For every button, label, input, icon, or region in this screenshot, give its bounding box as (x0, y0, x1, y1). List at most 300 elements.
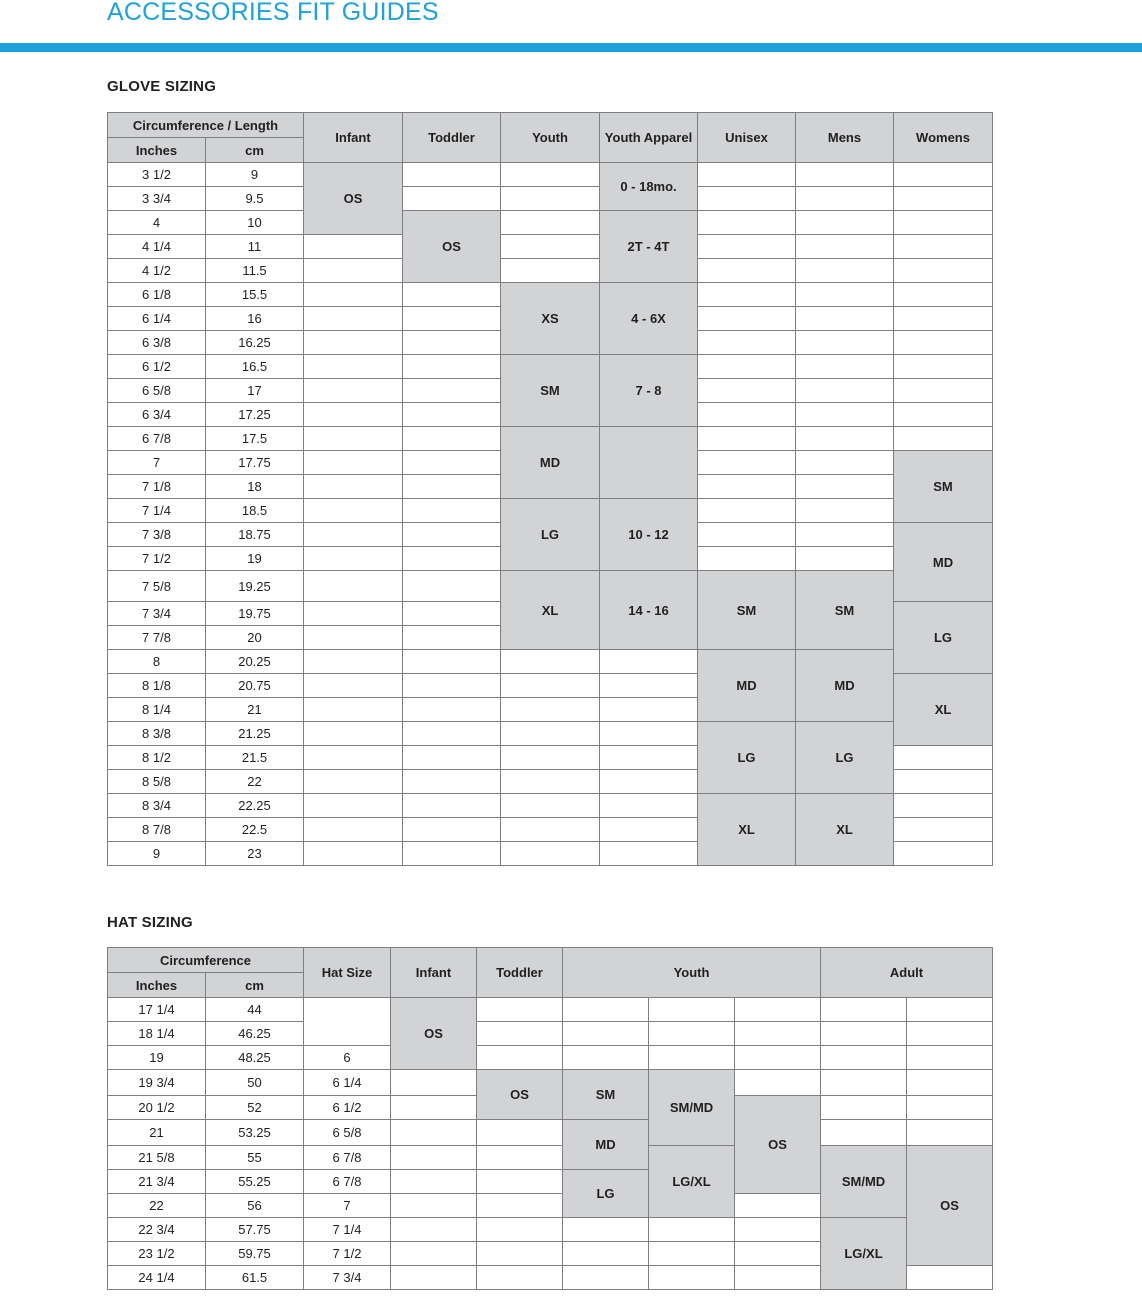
empty-cell (600, 722, 698, 746)
cm-cell: 9 (206, 163, 304, 187)
empty-cell (403, 283, 501, 307)
empty-cell (894, 331, 993, 355)
table-row (108, 283, 993, 307)
empty-cell (501, 746, 600, 770)
empty-cell (796, 355, 894, 379)
empty-cell (698, 259, 796, 283)
empty-cell (477, 1218, 563, 1242)
toddler-header: Toddler (477, 948, 563, 998)
empty-cell (821, 998, 907, 1022)
hat-size-cell: 7 1/4 (304, 1218, 391, 1242)
empty-cell (600, 674, 698, 698)
inches-cell: 21 5/8 (108, 1146, 206, 1170)
empty-cell (403, 379, 501, 403)
empty-cell (304, 379, 403, 403)
empty-cell (821, 1046, 907, 1070)
size-cell: LG (796, 722, 894, 794)
size-cell: LG/XL (649, 1146, 735, 1218)
inches-cell: 6 7/8 (108, 427, 206, 451)
empty-cell (796, 283, 894, 307)
size-cell: OS (391, 998, 477, 1070)
empty-cell (304, 355, 403, 379)
inches-cell: 6 3/4 (108, 403, 206, 427)
empty-cell (304, 283, 403, 307)
size-cell: OS (477, 1070, 563, 1120)
empty-cell (894, 259, 993, 283)
empty-cell (304, 307, 403, 331)
cm-cell: 20.75 (206, 674, 304, 698)
inches-cell: 6 1/8 (108, 283, 206, 307)
empty-cell (501, 842, 600, 866)
size-cell: OS (907, 1146, 993, 1266)
empty-cell (698, 547, 796, 571)
cm-cell: 44 (206, 998, 304, 1022)
empty-cell (821, 1022, 907, 1046)
empty-cell (403, 475, 501, 499)
mens-header: Mens (796, 113, 894, 163)
empty-cell (477, 1146, 563, 1170)
size-cell: 2T - 4T (600, 211, 698, 283)
circumference-header: Circumference (108, 948, 304, 973)
inches-cell: 21 3/4 (108, 1170, 206, 1194)
hat-size-cell: 6 7/8 (304, 1170, 391, 1194)
cm-cell: 22.5 (206, 818, 304, 842)
empty-cell (894, 427, 993, 451)
table-row (108, 1146, 993, 1170)
empty-cell (698, 451, 796, 475)
size-cell: XS (501, 283, 600, 355)
empty-cell (304, 818, 403, 842)
cm-cell: 61.5 (206, 1266, 304, 1290)
empty-cell (649, 1266, 735, 1290)
adult-header: Adult (821, 948, 993, 998)
empty-cell (403, 674, 501, 698)
cm-cell: 52 (206, 1096, 304, 1120)
empty-cell (735, 1070, 821, 1096)
table-row (108, 722, 993, 746)
size-cell: 10 - 12 (600, 499, 698, 571)
empty-cell (391, 1218, 477, 1242)
inches-cell: 4 1/4 (108, 235, 206, 259)
empty-cell (501, 722, 600, 746)
size-cell: LG (563, 1170, 649, 1218)
empty-cell (304, 650, 403, 674)
size-cell: OS (735, 1096, 821, 1194)
inches-cell: 7 3/4 (108, 602, 206, 626)
empty-cell (304, 451, 403, 475)
size-cell: LG (698, 722, 796, 794)
empty-cell (477, 1242, 563, 1266)
inches-cell: 4 (108, 211, 206, 235)
table-row (108, 235, 993, 259)
empty-cell (796, 451, 894, 475)
table-row (108, 1120, 993, 1146)
inches-cell: 22 3/4 (108, 1218, 206, 1242)
hat-size-cell: 6 (304, 1046, 391, 1070)
empty-cell (304, 235, 403, 259)
size-cell: 0 - 18mo. (600, 163, 698, 211)
hat-size-cell: 6 7/8 (304, 1146, 391, 1170)
empty-cell (698, 187, 796, 211)
empty-cell (796, 475, 894, 499)
empty-cell (907, 998, 993, 1022)
empty-cell (735, 1194, 821, 1218)
empty-cell (698, 379, 796, 403)
empty-cell (403, 355, 501, 379)
empty-cell (403, 427, 501, 451)
empty-cell (600, 794, 698, 818)
empty-cell (698, 235, 796, 259)
size-cell: MD (796, 650, 894, 722)
table-row (108, 163, 993, 187)
cm-cell: 19 (206, 547, 304, 571)
youth-header: Youth (501, 113, 600, 163)
empty-cell (391, 1096, 477, 1120)
empty-cell (894, 187, 993, 211)
cm-cell: 19.25 (206, 571, 304, 602)
empty-cell (304, 602, 403, 626)
empty-cell (698, 475, 796, 499)
empty-cell (304, 547, 403, 571)
empty-cell (698, 499, 796, 523)
empty-cell (796, 235, 894, 259)
empty-cell (501, 163, 600, 187)
empty-cell (796, 499, 894, 523)
empty-cell (894, 770, 993, 794)
empty-cell (649, 1218, 735, 1242)
inches-cell: 9 (108, 842, 206, 866)
empty-cell (894, 746, 993, 770)
inches-cell: 18 1/4 (108, 1022, 206, 1046)
empty-cell (600, 650, 698, 674)
empty-cell (821, 1070, 907, 1096)
empty-cell (477, 1120, 563, 1146)
empty-cell (698, 283, 796, 307)
empty-cell (403, 451, 501, 475)
empty-cell (501, 259, 600, 283)
hat-size-cell: 7 (304, 1194, 391, 1218)
empty-cell (907, 1096, 993, 1120)
cm-header: cm (206, 973, 304, 998)
empty-cell (501, 211, 600, 235)
inches-cell: 23 1/2 (108, 1242, 206, 1266)
empty-cell (304, 746, 403, 770)
inches-cell: 4 1/2 (108, 259, 206, 283)
empty-cell (600, 698, 698, 722)
empty-cell (403, 307, 501, 331)
inches-cell: 7 3/8 (108, 523, 206, 547)
cm-cell: 18.5 (206, 499, 304, 523)
size-cell: 7 - 8 (600, 355, 698, 427)
cm-cell: 11 (206, 235, 304, 259)
circumference-length-header: Circumference / Length (108, 113, 304, 138)
inches-cell: 7 7/8 (108, 626, 206, 650)
cm-cell: 17 (206, 379, 304, 403)
table-row (108, 355, 993, 379)
table-row (108, 998, 993, 1022)
empty-cell (501, 794, 600, 818)
empty-cell (735, 998, 821, 1022)
inches-header: Inches (108, 973, 206, 998)
empty-cell (563, 1218, 649, 1242)
empty-cell (796, 379, 894, 403)
empty-cell (796, 403, 894, 427)
header-rule (0, 43, 1142, 52)
empty-cell (403, 602, 501, 626)
empty-cell (403, 770, 501, 794)
toddler-header: Toddler (403, 113, 501, 163)
page-title: ACCESSORIES FIT GUIDES (107, 0, 439, 26)
empty-cell (796, 307, 894, 331)
table-row (108, 1046, 993, 1070)
size-cell: XL (698, 794, 796, 866)
empty-cell (796, 259, 894, 283)
inches-cell: 7 1/2 (108, 547, 206, 571)
empty-cell (796, 187, 894, 211)
empty-cell (894, 211, 993, 235)
empty-cell (403, 403, 501, 427)
cm-cell: 16 (206, 307, 304, 331)
cm-cell: 56 (206, 1194, 304, 1218)
empty-cell (304, 722, 403, 746)
empty-cell (698, 403, 796, 427)
empty-cell (391, 1266, 477, 1290)
inches-cell: 8 7/8 (108, 818, 206, 842)
empty-cell (391, 1146, 477, 1170)
empty-cell (894, 379, 993, 403)
empty-cell (304, 674, 403, 698)
empty-cell (649, 1022, 735, 1046)
size-cell: LG (501, 499, 600, 571)
empty-cell (735, 1242, 821, 1266)
empty-cell (649, 1046, 735, 1070)
inches-cell: 7 (108, 451, 206, 475)
empty-cell (698, 523, 796, 547)
empty-cell (304, 403, 403, 427)
empty-cell (304, 499, 403, 523)
inches-cell: 21 (108, 1120, 206, 1146)
empty-cell (600, 770, 698, 794)
size-cell: SM (563, 1070, 649, 1120)
shaded-cell (600, 427, 698, 499)
empty-cell (894, 163, 993, 187)
hat-size-cell: 6 1/2 (304, 1096, 391, 1120)
cm-cell: 23 (206, 842, 304, 866)
empty-cell (304, 698, 403, 722)
empty-cell (698, 163, 796, 187)
table-row (108, 1218, 993, 1242)
inches-cell: 7 5/8 (108, 571, 206, 602)
size-cell: LG (894, 602, 993, 674)
cm-cell: 48.25 (206, 1046, 304, 1070)
inches-header: Inches (108, 138, 206, 163)
empty-cell (796, 427, 894, 451)
inches-cell: 8 3/8 (108, 722, 206, 746)
unisex-header: Unisex (698, 113, 796, 163)
empty-cell (563, 1046, 649, 1070)
cm-cell: 20 (206, 626, 304, 650)
size-cell: SM/MD (649, 1070, 735, 1146)
cm-cell: 21.25 (206, 722, 304, 746)
cm-cell: 18 (206, 475, 304, 499)
empty-cell (735, 1046, 821, 1070)
size-cell: SM (501, 355, 600, 427)
inches-cell: 22 (108, 1194, 206, 1218)
hat-size-header: Hat Size (304, 948, 391, 998)
empty-cell (796, 523, 894, 547)
empty-cell (403, 746, 501, 770)
empty-cell (894, 818, 993, 842)
cm-cell: 17.75 (206, 451, 304, 475)
empty-cell (403, 187, 501, 211)
empty-cell (477, 1046, 563, 1070)
empty-cell (735, 1266, 821, 1290)
empty-cell (821, 1120, 907, 1146)
table-row (108, 211, 993, 235)
empty-cell (907, 1070, 993, 1096)
table-row (108, 1070, 993, 1096)
empty-cell (501, 187, 600, 211)
empty-cell (735, 1218, 821, 1242)
cm-cell: 15.5 (206, 283, 304, 307)
infant-header: Infant (304, 113, 403, 163)
hat-sizing-table (107, 947, 993, 1290)
empty-cell (477, 998, 563, 1022)
empty-cell (304, 626, 403, 650)
infant-header: Infant (391, 948, 477, 998)
empty-cell (403, 650, 501, 674)
empty-cell (698, 331, 796, 355)
size-cell: MD (501, 427, 600, 499)
inches-cell: 6 3/8 (108, 331, 206, 355)
table-row (108, 259, 993, 283)
inches-cell: 8 5/8 (108, 770, 206, 794)
cm-cell: 55.25 (206, 1170, 304, 1194)
empty-cell (796, 547, 894, 571)
inches-cell: 3 3/4 (108, 187, 206, 211)
empty-cell (894, 283, 993, 307)
table-row (108, 650, 993, 674)
inches-cell: 8 3/4 (108, 794, 206, 818)
size-cell: XL (501, 571, 600, 650)
empty-cell (391, 1242, 477, 1266)
empty-cell (563, 998, 649, 1022)
cm-cell: 17.25 (206, 403, 304, 427)
cm-cell: 50 (206, 1070, 304, 1096)
cm-cell: 55 (206, 1146, 304, 1170)
empty-cell (304, 794, 403, 818)
hat-size-cell: 6 5/8 (304, 1120, 391, 1146)
inches-cell: 6 1/4 (108, 307, 206, 331)
empty-cell (477, 1194, 563, 1218)
empty-cell (391, 1194, 477, 1218)
empty-cell (477, 1266, 563, 1290)
hat-size-cell: 6 1/4 (304, 1070, 391, 1096)
empty-cell (304, 331, 403, 355)
size-cell: 14 - 16 (600, 571, 698, 650)
empty-cell (477, 1170, 563, 1194)
inches-cell: 3 1/2 (108, 163, 206, 187)
cm-cell: 59.75 (206, 1242, 304, 1266)
empty-cell (403, 722, 501, 746)
glove-sizing-title: GLOVE SIZING (107, 78, 217, 95)
youth-header: Youth (563, 948, 821, 998)
empty-cell (403, 547, 501, 571)
empty-cell (735, 1022, 821, 1046)
cm-cell: 53.25 (206, 1120, 304, 1146)
empty-cell (403, 842, 501, 866)
empty-cell (796, 163, 894, 187)
womens-header: Womens (894, 113, 993, 163)
empty-cell (894, 794, 993, 818)
inches-cell: 8 1/2 (108, 746, 206, 770)
cm-cell: 22.25 (206, 794, 304, 818)
table-row (108, 571, 993, 602)
empty-cell (403, 331, 501, 355)
cm-cell: 11.5 (206, 259, 304, 283)
empty-cell (403, 523, 501, 547)
cm-cell: 16.25 (206, 331, 304, 355)
empty-cell (391, 1070, 477, 1096)
size-cell: MD (698, 650, 796, 722)
size-cell: SM (894, 451, 993, 523)
empty-cell (304, 475, 403, 499)
cm-cell: 9.5 (206, 187, 304, 211)
empty-cell (477, 1022, 563, 1046)
empty-cell (403, 818, 501, 842)
size-cell: LG/XL (821, 1218, 907, 1290)
table-row (108, 1022, 993, 1046)
hat-size-cell: 7 3/4 (304, 1266, 391, 1290)
table-row (108, 187, 993, 211)
size-cell: SM (698, 571, 796, 650)
empty-cell (907, 1120, 993, 1146)
empty-cell (649, 998, 735, 1022)
shaded-cell (304, 998, 391, 1046)
cm-cell: 18.75 (206, 523, 304, 547)
table-row (108, 794, 993, 818)
size-cell: SM/MD (821, 1146, 907, 1218)
empty-cell (403, 698, 501, 722)
cm-cell: 46.25 (206, 1022, 304, 1046)
size-cell: SM (796, 571, 894, 650)
table-row (108, 499, 993, 523)
empty-cell (907, 1022, 993, 1046)
empty-cell (563, 1022, 649, 1046)
empty-cell (403, 794, 501, 818)
cm-cell: 20.25 (206, 650, 304, 674)
empty-cell (907, 1266, 993, 1290)
glove-sizing-table (107, 112, 993, 866)
empty-cell (600, 746, 698, 770)
empty-cell (649, 1242, 735, 1266)
cm-cell: 21 (206, 698, 304, 722)
inches-cell: 8 1/8 (108, 674, 206, 698)
inches-cell: 20 1/2 (108, 1096, 206, 1120)
empty-cell (600, 842, 698, 866)
size-cell: OS (304, 163, 403, 235)
empty-cell (894, 355, 993, 379)
cm-cell: 17.5 (206, 427, 304, 451)
empty-cell (501, 674, 600, 698)
empty-cell (304, 842, 403, 866)
empty-cell (501, 770, 600, 794)
inches-cell: 24 1/4 (108, 1266, 206, 1290)
empty-cell (698, 427, 796, 451)
size-cell: MD (563, 1120, 649, 1170)
empty-cell (501, 650, 600, 674)
size-cell: XL (894, 674, 993, 746)
